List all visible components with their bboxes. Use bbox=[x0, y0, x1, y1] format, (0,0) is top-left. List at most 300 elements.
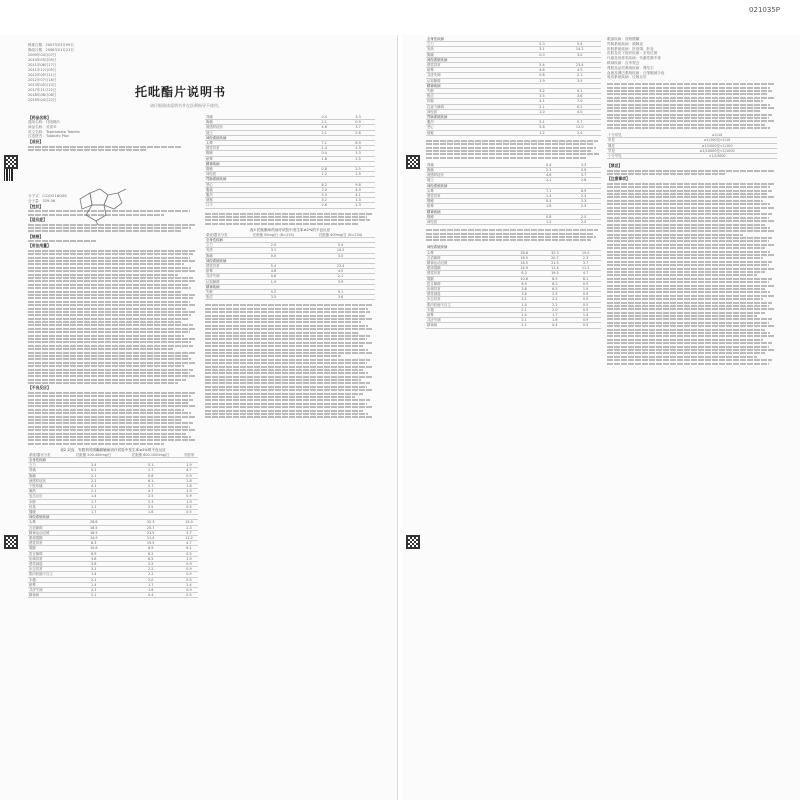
table-cell: 8.9 bbox=[566, 188, 601, 193]
table-cell: 1.0 bbox=[525, 109, 558, 114]
table-cell: 2.7 bbox=[121, 483, 180, 488]
table-cell: 3.1 bbox=[509, 297, 540, 302]
table-cell: 6.1 bbox=[570, 276, 601, 281]
table-cell: 便秘 bbox=[426, 130, 525, 135]
list-item: 眼部疾病：视物模糊 bbox=[607, 37, 640, 41]
table-cell: 16.5 bbox=[509, 261, 540, 266]
table-cell: 胸痛 bbox=[205, 120, 307, 125]
text-line: 商品名称：妥泰® bbox=[28, 124, 57, 129]
table-cell: 5.1 bbox=[121, 463, 180, 468]
table-cell: 28.6 bbox=[509, 250, 540, 255]
table-cell: 3.5 bbox=[525, 94, 558, 99]
table-cell: 4.5 bbox=[306, 269, 375, 274]
table-cell: 感觉异常 bbox=[426, 194, 531, 199]
table-cell: 全身性疾病 bbox=[28, 457, 66, 462]
table-cell: 头晕 bbox=[426, 188, 531, 193]
table-cell: 嗜睡 bbox=[426, 199, 531, 204]
table-cell: 1.4 bbox=[509, 302, 540, 307]
table-cell: 5.1 bbox=[525, 120, 558, 125]
table-cell: 0.5 bbox=[180, 577, 198, 582]
revision-date: 修改日期：2008年01月21日 bbox=[28, 48, 74, 52]
table-cell: 9.8 bbox=[341, 182, 375, 187]
table-cell: 2.8 bbox=[180, 478, 198, 483]
table-cell: 胸痛 bbox=[426, 168, 531, 173]
table-cell: 潮热 bbox=[28, 489, 66, 494]
table-cell: 常见 bbox=[607, 138, 657, 143]
table-cell: 0.9 bbox=[570, 292, 601, 297]
right-right-column bbox=[607, 37, 777, 366]
table-cell: 4.1 bbox=[341, 193, 375, 198]
table-cell: 1.8 bbox=[307, 156, 341, 161]
table-cell: 5.4 bbox=[241, 264, 307, 269]
table-cell: 2.2 bbox=[539, 297, 570, 302]
table-cell: 2.1 bbox=[531, 168, 566, 173]
table-cell: 协调异常 bbox=[426, 287, 509, 292]
table-cell: 2.3 bbox=[566, 194, 601, 199]
left-page bbox=[0, 35, 398, 800]
table-cell: 1.4 bbox=[180, 582, 198, 587]
table-cell: 3.2 bbox=[307, 198, 341, 203]
text-line: 汉语拼音：Tuobizhi Pian bbox=[28, 134, 70, 139]
table-cell: 2.1 bbox=[306, 274, 375, 279]
adverse-table-right-3 bbox=[426, 245, 601, 328]
table-cell: 精神病 bbox=[28, 593, 66, 598]
table-cell: 3.3 bbox=[341, 115, 375, 120]
table-cell: 20.7 bbox=[121, 525, 180, 530]
table-cell: 6.2 bbox=[539, 281, 570, 286]
table-cell: 3.8 bbox=[509, 287, 540, 292]
table-cell: 眩晕 bbox=[426, 204, 531, 209]
table-cell: 神经系统疾病 bbox=[205, 258, 241, 263]
table-cell: 3.7 bbox=[341, 125, 375, 130]
table-cell: 眩晕 bbox=[426, 68, 525, 73]
table-cell: 2.1 bbox=[509, 318, 540, 323]
table-cell: 十分常见 bbox=[607, 133, 657, 138]
table-cell: 罕见 bbox=[607, 148, 657, 153]
table-cell: 1.4 bbox=[531, 194, 566, 199]
table-cell: 眩晕 bbox=[28, 582, 66, 587]
table-cell: 4.0 bbox=[558, 109, 601, 114]
table-cell: 0.9 bbox=[341, 120, 375, 125]
revision-date: 2009年04月07日 bbox=[28, 53, 57, 57]
table-cell: 3.3 bbox=[341, 151, 375, 156]
table-cell: 3.8 bbox=[66, 556, 121, 561]
table-cell: 2.5 bbox=[566, 220, 601, 225]
table-cell: 2.8 bbox=[566, 178, 601, 183]
table-cell: 恶心 bbox=[426, 125, 525, 130]
table-cell: 3.9 bbox=[558, 78, 601, 83]
qr-code bbox=[406, 155, 420, 169]
table-cell: 1.9 bbox=[180, 556, 198, 561]
table-cell: <1/10000 bbox=[657, 154, 777, 159]
table-cell: 十分罕见 bbox=[607, 154, 657, 159]
table-cell: 0.0 bbox=[525, 52, 558, 57]
table-row bbox=[426, 130, 601, 135]
table-cell: 共济失调 bbox=[205, 274, 241, 279]
table-cell: 头晕 bbox=[28, 520, 66, 525]
table-cell: 3.9 bbox=[306, 279, 375, 284]
table-cell: 1.9 bbox=[180, 499, 198, 504]
table-cell: 神经系统疾病 bbox=[426, 245, 509, 250]
revision-date: 2013年05月13日 bbox=[28, 83, 57, 87]
right-page bbox=[402, 35, 800, 800]
table-cell: 1.7 bbox=[539, 313, 570, 318]
chemical-structure bbox=[70, 185, 135, 225]
table-cell: 15.0 bbox=[570, 250, 601, 255]
table-cell: 语言障碍 bbox=[426, 281, 509, 286]
table-cell: 5.4 bbox=[525, 63, 558, 68]
table-cell: 木僵 bbox=[28, 577, 66, 582]
table-cell: 8.9 bbox=[539, 276, 570, 281]
table-cell: 全身性疾病 bbox=[205, 238, 241, 243]
table-cell: 6.9 bbox=[509, 281, 540, 286]
table-cell: 3.5 bbox=[241, 295, 307, 300]
table-cell: 21.5 bbox=[539, 261, 570, 266]
table-cell: 感觉异常 bbox=[426, 63, 525, 68]
table-cell: 14.9 bbox=[509, 266, 540, 271]
table-cell: 2.1 bbox=[558, 73, 601, 78]
table-cell: 1.7 bbox=[66, 499, 121, 504]
table-cell: 1.4 bbox=[66, 572, 121, 577]
revision-date: 2018年06月06日 bbox=[28, 93, 57, 97]
table-cell: ≥1/1000至<1/100 bbox=[657, 143, 777, 148]
table-row bbox=[205, 295, 375, 300]
table-cell: 2.4 bbox=[558, 130, 601, 135]
table-cell: 眩晕 bbox=[205, 269, 241, 274]
list-item: 肝胆系统疾病：肝衰竭、肝炎 bbox=[607, 46, 654, 51]
table-cell: 16.5 bbox=[509, 255, 540, 260]
table-cell: 4.7 bbox=[180, 541, 198, 546]
table-cell: 6.2 bbox=[558, 104, 601, 109]
document-title: 托吡酯片说明书 bbox=[135, 85, 227, 99]
table-cell: 19.5 bbox=[539, 271, 570, 276]
table-cell: 11.4 bbox=[539, 266, 570, 271]
revision-date: 核准日期：2007年03月09日 bbox=[28, 43, 74, 47]
table-cell: 0.9 bbox=[566, 168, 601, 173]
table-cell: 0.6 bbox=[121, 473, 180, 478]
adverse-table-mid-2 bbox=[205, 233, 375, 301]
table-cell: 2.2 bbox=[121, 572, 180, 577]
table-cell: 口干 bbox=[205, 203, 307, 208]
qr-code bbox=[4, 155, 18, 169]
text-line: 英文名称：Topiramate Tablets bbox=[28, 129, 80, 134]
table-cell: 托吡酯 400mg/日 (N=234) bbox=[306, 233, 375, 238]
table-cell: 2.5 bbox=[341, 167, 375, 172]
qr-code bbox=[4, 535, 18, 549]
table-cell: 3.7 bbox=[570, 261, 601, 266]
table-cell: 胃肠系统疾病 bbox=[426, 115, 525, 120]
table-cell: 1.6 bbox=[121, 588, 180, 593]
adverse-table-right bbox=[426, 37, 601, 136]
table-cell: 0.9 bbox=[180, 562, 198, 567]
table-cell: 背痛 bbox=[28, 468, 66, 473]
table-cell: 系统/器官分类 bbox=[205, 233, 241, 238]
table-cell: 4.7 bbox=[570, 271, 601, 276]
table-cell: 神经质 bbox=[426, 109, 525, 114]
table-cell: 言语障碍 bbox=[28, 525, 66, 530]
table-cell: 1.2 bbox=[531, 220, 566, 225]
adverse-table-mid bbox=[205, 115, 375, 209]
table-cell: 2.5 bbox=[121, 504, 180, 509]
table-cell: 3.8 bbox=[66, 562, 121, 567]
table-cell: 流感样症状 bbox=[205, 125, 307, 130]
table-cell: 认知障碍 bbox=[426, 78, 525, 83]
table-cell: 精神病 bbox=[426, 323, 509, 328]
table-cell: 精神疾病 bbox=[205, 284, 241, 289]
table-cell: 7.1 bbox=[307, 141, 341, 146]
table-cell: 7.0 bbox=[558, 99, 601, 104]
table-cell: 10.6 bbox=[66, 546, 121, 551]
table-cell: 20.7 bbox=[539, 255, 570, 260]
table-cell: 共济失调 bbox=[426, 73, 525, 78]
table-cell: 10.6 bbox=[509, 276, 540, 281]
table-cell: 胸痛 bbox=[426, 52, 525, 57]
table-cell: 2.1 bbox=[66, 577, 121, 582]
table-cell: 3.0 bbox=[306, 253, 375, 258]
table-cell: 14.9 bbox=[66, 535, 121, 540]
table-cell: ≥1/10 bbox=[657, 133, 777, 138]
list-item: 皮肤及皮下组织疾病：多形红斑 bbox=[607, 51, 658, 56]
table-cell: 8.9 bbox=[121, 546, 180, 551]
revision-date: 2011年12月05日 bbox=[28, 68, 57, 72]
table-cell: 9.1 bbox=[558, 89, 601, 94]
revision-date: 2011年08月17日 bbox=[28, 63, 57, 67]
table-cell: 眩晕 bbox=[205, 156, 307, 161]
text-line: 分子式：C12H21NO8S bbox=[28, 194, 67, 199]
table-cell: 3.4 bbox=[66, 463, 121, 468]
table-cell: 协调异常 bbox=[28, 556, 66, 561]
table-cell: 神经质 bbox=[426, 220, 531, 225]
table-cell: 1.3 bbox=[341, 198, 375, 203]
list-item: 免疫系统疾病：过敏反应 bbox=[607, 75, 647, 80]
table-cell: 2.6 bbox=[307, 203, 341, 208]
table-cell: 2.5 bbox=[121, 494, 180, 499]
table-cell: 6.5 bbox=[539, 287, 570, 292]
table-cell: 嗜睡 bbox=[205, 151, 307, 156]
table-cell: 7.1 bbox=[531, 188, 566, 193]
table-cell: 感觉异常 bbox=[205, 146, 307, 151]
table-cell: 疲乏 bbox=[205, 130, 307, 135]
right-left-column bbox=[426, 37, 601, 329]
table-row bbox=[426, 220, 601, 225]
table-cell: 14.2 bbox=[558, 47, 601, 52]
table-cell: 神经质 bbox=[205, 172, 307, 177]
table-cell: 0.4 bbox=[531, 199, 566, 204]
list-item: 代谢及营养类疾病：代谢性酸中毒 bbox=[607, 56, 661, 61]
table-cell: 流感样症状 bbox=[28, 478, 66, 483]
adverse-table-right-2 bbox=[426, 163, 601, 225]
table-cell: 步态异常 bbox=[426, 297, 509, 302]
table-cell: 1.1 bbox=[66, 504, 121, 509]
table-cell: 1.4 bbox=[66, 582, 121, 587]
table-cell: 眼球震颤 bbox=[28, 535, 66, 540]
table-cell: 震颤 bbox=[28, 546, 66, 551]
table-cell: 8.3 bbox=[66, 541, 121, 546]
table-cell: 6.5 bbox=[121, 556, 180, 561]
adverse-table-left bbox=[28, 453, 198, 599]
list-item: 血液及淋巴系统疾病：白细胞减少症 bbox=[607, 70, 665, 75]
table-cell: 6.2 bbox=[307, 182, 341, 187]
section-heading: 【用法用量】 bbox=[28, 243, 51, 249]
table-cell: 2.1 bbox=[66, 478, 121, 483]
table-cell: 0.8 bbox=[525, 73, 558, 78]
text-line: 通用名称：托吡酯片 bbox=[28, 120, 61, 124]
table-cell: 1.7 bbox=[121, 582, 180, 587]
doc-code: 021035P bbox=[749, 6, 780, 14]
table-cell: 安慰剂 bbox=[180, 453, 198, 458]
table-cell: 僵硬 bbox=[28, 509, 66, 514]
table-cell: 2.1 bbox=[509, 323, 540, 328]
table-cell: 头晕 bbox=[426, 250, 509, 255]
table-cell: 全身性疾病 bbox=[426, 37, 525, 42]
revision-date: 2012年07月18日 bbox=[28, 78, 57, 82]
table-row bbox=[205, 203, 375, 208]
table-cell: 2.0 bbox=[539, 307, 570, 312]
table-cell: 8.3 bbox=[509, 271, 540, 276]
section-heading: 【适应症】 bbox=[28, 217, 47, 223]
table-cell: 0.9 bbox=[570, 318, 601, 323]
table-cell: 腹痛 bbox=[205, 187, 307, 192]
table-cell: 0.4 bbox=[531, 163, 566, 168]
table-cell: 嗜睡 bbox=[205, 167, 307, 172]
table-cell: 肌肉收缩不自主 bbox=[426, 302, 509, 307]
table-cell: 0.8 bbox=[531, 214, 566, 219]
table-cell: 2.5 bbox=[566, 204, 601, 209]
table-cell: 4.1 bbox=[525, 99, 558, 104]
table-cell: 2.1 bbox=[509, 307, 540, 312]
table-cell: 5.7 bbox=[558, 120, 601, 125]
table-caption: 表3 托吡酯单药治疗试验中发生率≥2%的不良反应 bbox=[249, 227, 331, 232]
table-cell: 言语障碍 bbox=[426, 255, 509, 260]
table-cell: 4.5 bbox=[558, 68, 601, 73]
table-cell: 背痛 bbox=[426, 163, 531, 168]
table-cell: 3.8 bbox=[509, 292, 540, 297]
table-cell: 焦虑 bbox=[426, 94, 525, 99]
table-cell: 2.0 bbox=[307, 187, 341, 192]
table-cell: 6.9 bbox=[66, 551, 121, 556]
table-cell: 5.4 bbox=[558, 42, 601, 47]
table-cell: 0.9 bbox=[180, 567, 198, 572]
table-cell: 1.4 bbox=[307, 146, 341, 151]
table-cell: 3.1 bbox=[241, 248, 307, 253]
table-cell: 便秘 bbox=[205, 198, 307, 203]
revision-date: 2010年05月05日 bbox=[28, 58, 57, 62]
table-cell: 神经系统疾病 bbox=[28, 515, 66, 520]
table-row bbox=[28, 593, 198, 598]
revision-date: 2012年05月11日 bbox=[28, 73, 57, 77]
table-cell: 0.9 bbox=[180, 588, 198, 593]
table-cell: 0.5 bbox=[570, 307, 601, 312]
table-cell: 语言障碍 bbox=[28, 551, 66, 556]
table-cell: 眼球震颤 bbox=[426, 266, 509, 271]
table-cell: 2.3 bbox=[570, 255, 601, 260]
table-cell: 0.5 bbox=[180, 572, 198, 577]
table-cell: 木僵 bbox=[426, 307, 509, 312]
table-cell: ≥1/10000至<1/1000 bbox=[657, 148, 777, 153]
table-cell: 1.9 bbox=[180, 463, 198, 468]
table-cell: 焦虑 bbox=[205, 295, 241, 300]
table-cell: 头晕 bbox=[205, 141, 307, 146]
table-cell: 偶见 bbox=[607, 143, 657, 148]
table-cell: 感觉异常 bbox=[426, 271, 509, 276]
table-cell: 5.2 bbox=[525, 89, 558, 94]
table-cell: 0.5 bbox=[180, 551, 198, 556]
table-cell: 感觉异常 bbox=[28, 541, 66, 546]
table-cell: 2.1 bbox=[66, 489, 121, 494]
table-cell: 2.5 bbox=[341, 156, 375, 161]
table-cell: 2.1 bbox=[66, 588, 121, 593]
table-cell: 感觉异常 bbox=[205, 264, 241, 269]
table-cell: 胸痛 bbox=[205, 253, 241, 258]
table-cell: 2.1 bbox=[307, 120, 341, 125]
section-heading: 【禁忌】 bbox=[607, 163, 623, 169]
table-cell: 14.2 bbox=[306, 248, 375, 253]
table-cell: 28.6 bbox=[66, 520, 121, 525]
table-cell: 12.0 bbox=[558, 125, 601, 130]
table-cell: 疲乏 bbox=[426, 178, 531, 183]
table-cell: 4.9 bbox=[341, 187, 375, 192]
table-cell: 0.5 bbox=[180, 509, 198, 514]
table-cell: 5.3 bbox=[307, 193, 341, 198]
table-cell: 胸痛 bbox=[28, 473, 66, 478]
table-cell: 1.4 bbox=[509, 313, 540, 318]
table-cell: 2.1 bbox=[307, 130, 341, 135]
table-cell: 精神运动迟缓 bbox=[426, 261, 509, 266]
table-cell: 0.4 bbox=[307, 115, 341, 120]
table-cell: 震颤 bbox=[426, 276, 509, 281]
revision-date: 2017年11月22日 bbox=[28, 88, 57, 92]
table-cell: 2.0 bbox=[121, 577, 180, 582]
table-cell: 背痛 bbox=[205, 115, 307, 120]
table-cell: 精神疾病 bbox=[205, 161, 307, 166]
table-cell: 2.1 bbox=[525, 104, 558, 109]
table-cell: 2.5 bbox=[121, 562, 180, 567]
table-cell: 3.1 bbox=[66, 567, 121, 572]
table-cell: 4.6 bbox=[525, 68, 558, 73]
table-cell: 4.7 bbox=[121, 489, 180, 494]
table-cell: 托吡酯 200-400mg/日 bbox=[66, 453, 121, 458]
table-cell: 精神疾病 bbox=[426, 209, 531, 214]
table-cell: 注意力障碍 bbox=[426, 104, 525, 109]
section-heading: 【药品名称】 bbox=[28, 115, 51, 120]
table-cell: 精神运动迟缓 bbox=[28, 530, 66, 535]
table-cell: 2.5 bbox=[566, 214, 601, 219]
table-row bbox=[426, 323, 601, 328]
table-cell: 1.4 bbox=[570, 313, 601, 318]
table-row bbox=[607, 154, 777, 159]
table-cell: 5.1 bbox=[66, 468, 121, 473]
table-cell: 19.5 bbox=[121, 541, 180, 546]
table-cell: 11.2 bbox=[180, 535, 198, 540]
table-cell: 1.7 bbox=[66, 509, 121, 514]
table-cell: 5.8 bbox=[525, 125, 558, 130]
table-cell: 肌肉收缩不自主 bbox=[28, 572, 66, 577]
table-cell: 3.3 bbox=[566, 199, 601, 204]
document-subtitle: 请仔细阅读说明书并在医师指导下使用。 bbox=[150, 103, 222, 108]
table-cell: 2.1 bbox=[66, 593, 121, 598]
table-cell: 2.2 bbox=[121, 567, 180, 572]
table-cell: 4.6 bbox=[307, 125, 341, 130]
table-cell: 下肢疼痛 bbox=[28, 483, 66, 488]
table-cell: 腹泻 bbox=[205, 193, 307, 198]
table-cell: 1.9 bbox=[525, 78, 558, 83]
table-cell: 0.9 bbox=[570, 297, 601, 302]
table-cell: 1.9 bbox=[180, 489, 198, 494]
table-cell: 0.5 bbox=[570, 323, 601, 328]
table-cell: 4.1 bbox=[66, 483, 121, 488]
table-cell: 2.2 bbox=[539, 302, 570, 307]
table-cell: 认知障碍 bbox=[205, 279, 241, 284]
